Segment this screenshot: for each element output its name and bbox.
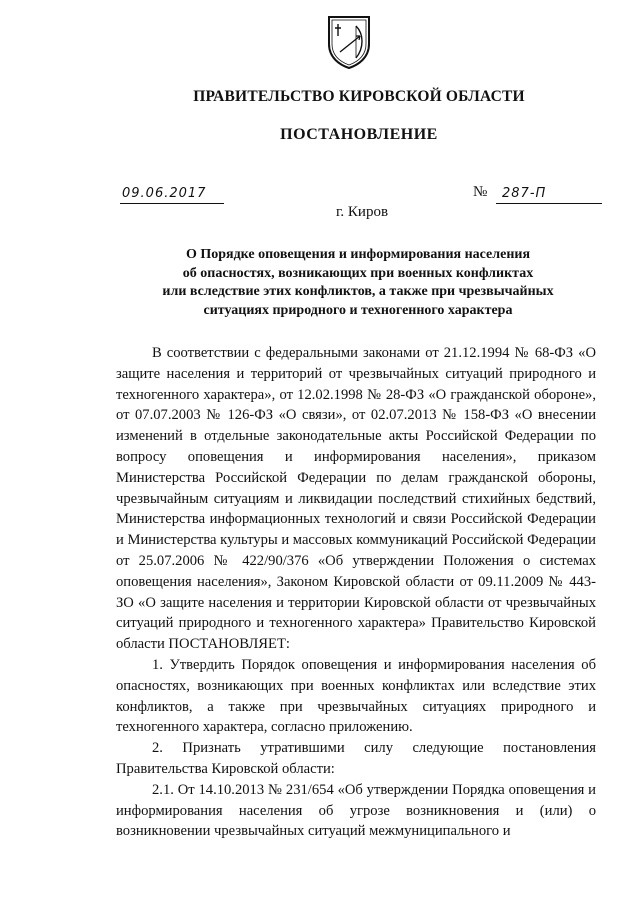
document-type-title: ПОСТАНОВЛЕНИЕ [280, 126, 438, 143]
city-label: г. Киров [335, 204, 389, 220]
number-sign: № [473, 184, 488, 200]
subject-line: или вследствие этих конфликтов, а также при чрезвычайных [162, 284, 554, 299]
item-1-paragraph: 1. Утвердить Порядок оповещения и информирования населения об опасностях, возникающих при военных конфликтах или вследствие этих конфликтов, а также при чрезвычайных ситуациях природного и техногенного характера, согласно приложению. [116, 656, 596, 736]
subject-line: ситуациях природного и техногенного характера [203, 302, 513, 318]
document-number-field: 287-П [496, 186, 602, 204]
document-body [116, 343, 596, 842]
preamble-paragraph: В соответствии с федеральными законами от 21.12.1994 № 68-ФЗ «О защите населения и территорий от чрезвычайных ситуаций природного и техногенного характера», от 12.02.1998 № 28-ФЗ «О гражданской обороне», от 07.07.2003 № 126-ФЗ «О связи», от 02.07.2013 № 158-ФЗ «О внесении изменений в отдельные законодательные акты Российской Федерации по вопросу оповещения и информирования населения», приказом Министерства Российской Федерации по делам гражданской обороны, чрезвычайным ситуациям и ликвидации последствий стихийных бедствий, Министерства информационных технологий и связи Российской Федерации и Министерства культуры и массовых коммуникаций Российской Федерации от 25.07.2006 № 422/90/376 «Об утверждении Положения о системах оповещения населения», Законом Кировской области от 09.11.2009 № 443-ЗО «О защите населения и территории Кировской области от чрезвычайных ситуаций природного и техногенного характера» Правительство Кировской области ПОСТАНОВЛЯЕТ: [116, 345, 596, 653]
item-2-paragraph: 2. Признать утратившими силу следующие постановления Правительства Кировской области: [116, 740, 596, 777]
government-title: ПРАВИТЕЛЬСТВО КИРОВСКОЙ ОБЛАСТИ [193, 88, 525, 105]
subject-line: О Порядке оповещения и информирования населения [185, 247, 531, 262]
document-subject [138, 246, 578, 320]
subject-line: об опасностях, возникающих при военных конфликтах [182, 265, 534, 281]
coat-of-arms-icon [326, 14, 372, 70]
item-2-1-paragraph: 2.1. От 14.10.2013 № 231/654 «Об утверждении Порядка оповещения и информирования населения об угрозе возникновения и (или) о возникновении чрезвычайных ситуаций межмуниципального и [116, 781, 596, 840]
date-field: 09.06.2017 [120, 186, 224, 204]
